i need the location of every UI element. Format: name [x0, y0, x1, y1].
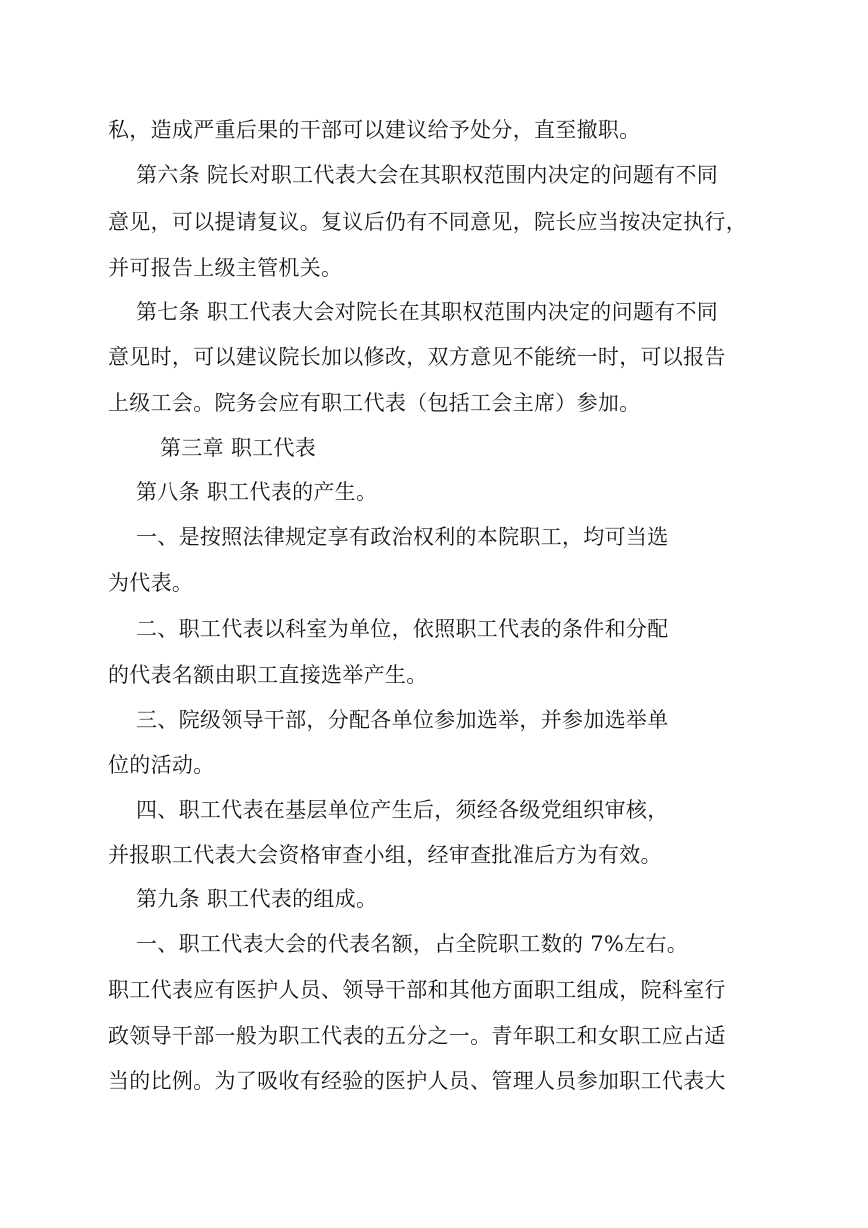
- text-line: 意见，可以提请复议。复议后仍有不同意见，院长应当按决定执行，: [108, 210, 747, 234]
- text-line: 一、职工代表大会的代表名额，占全院职工数的 7%左右。: [136, 932, 689, 956]
- text-line: 当的比例。为了吸收有经验的医护人员、管理人员参加职工代表大: [108, 1069, 726, 1093]
- text-line: 位的活动。: [108, 753, 215, 777]
- text-line: 二、职工代表以科室为单位，依照职工代表的条件和分配: [136, 617, 669, 641]
- text-line: 为代表。: [108, 571, 194, 595]
- text-line: 政领导干部一般为职工代表的五分之一。青年职工和女职工应占适: [108, 1024, 726, 1048]
- text-line: 的代表名额由职工直接选举产生。: [108, 663, 428, 687]
- text-line: 私，造成严重后果的干部可以建议给予处分，直至撤职。: [108, 118, 641, 142]
- text-line: 一、是按照法律规定享有政治权利的本院职工，均可当选: [136, 525, 669, 549]
- text-line: 职工代表应有医护人员、领导干部和其他方面职工组成，院科室行: [108, 978, 726, 1002]
- chapter-heading: 第三章 职工代表: [160, 436, 317, 460]
- text-line: 第七条 职工代表大会对院长在其职权范围内决定的问题有不同: [136, 300, 719, 324]
- text-line: 第九条 职工代表的组成。: [136, 887, 378, 911]
- text-line: 并报职工代表大会资格审查小组，经审查批准后方为有效。: [108, 843, 662, 867]
- text-line: 第八条 职工代表的产生。: [136, 480, 378, 504]
- text-line: 第六条 院长对职工代表大会在其职权范围内决定的问题有不同: [136, 163, 719, 187]
- text-line: 三、院级领导干部，分配各单位参加选举，并参加选举单: [136, 708, 669, 732]
- text-line: 上级工会。院务会应有职工代表（包括工会主席）参加。: [108, 391, 641, 415]
- text-line: 并可报告上级主管机关。: [108, 256, 343, 280]
- text-line: 意见时，可以建议院长加以修改，双方意见不能统一时，可以报告: [108, 345, 726, 369]
- text-line: 四、职工代表在基层单位产生后，须经各级党组织审核，: [136, 798, 669, 822]
